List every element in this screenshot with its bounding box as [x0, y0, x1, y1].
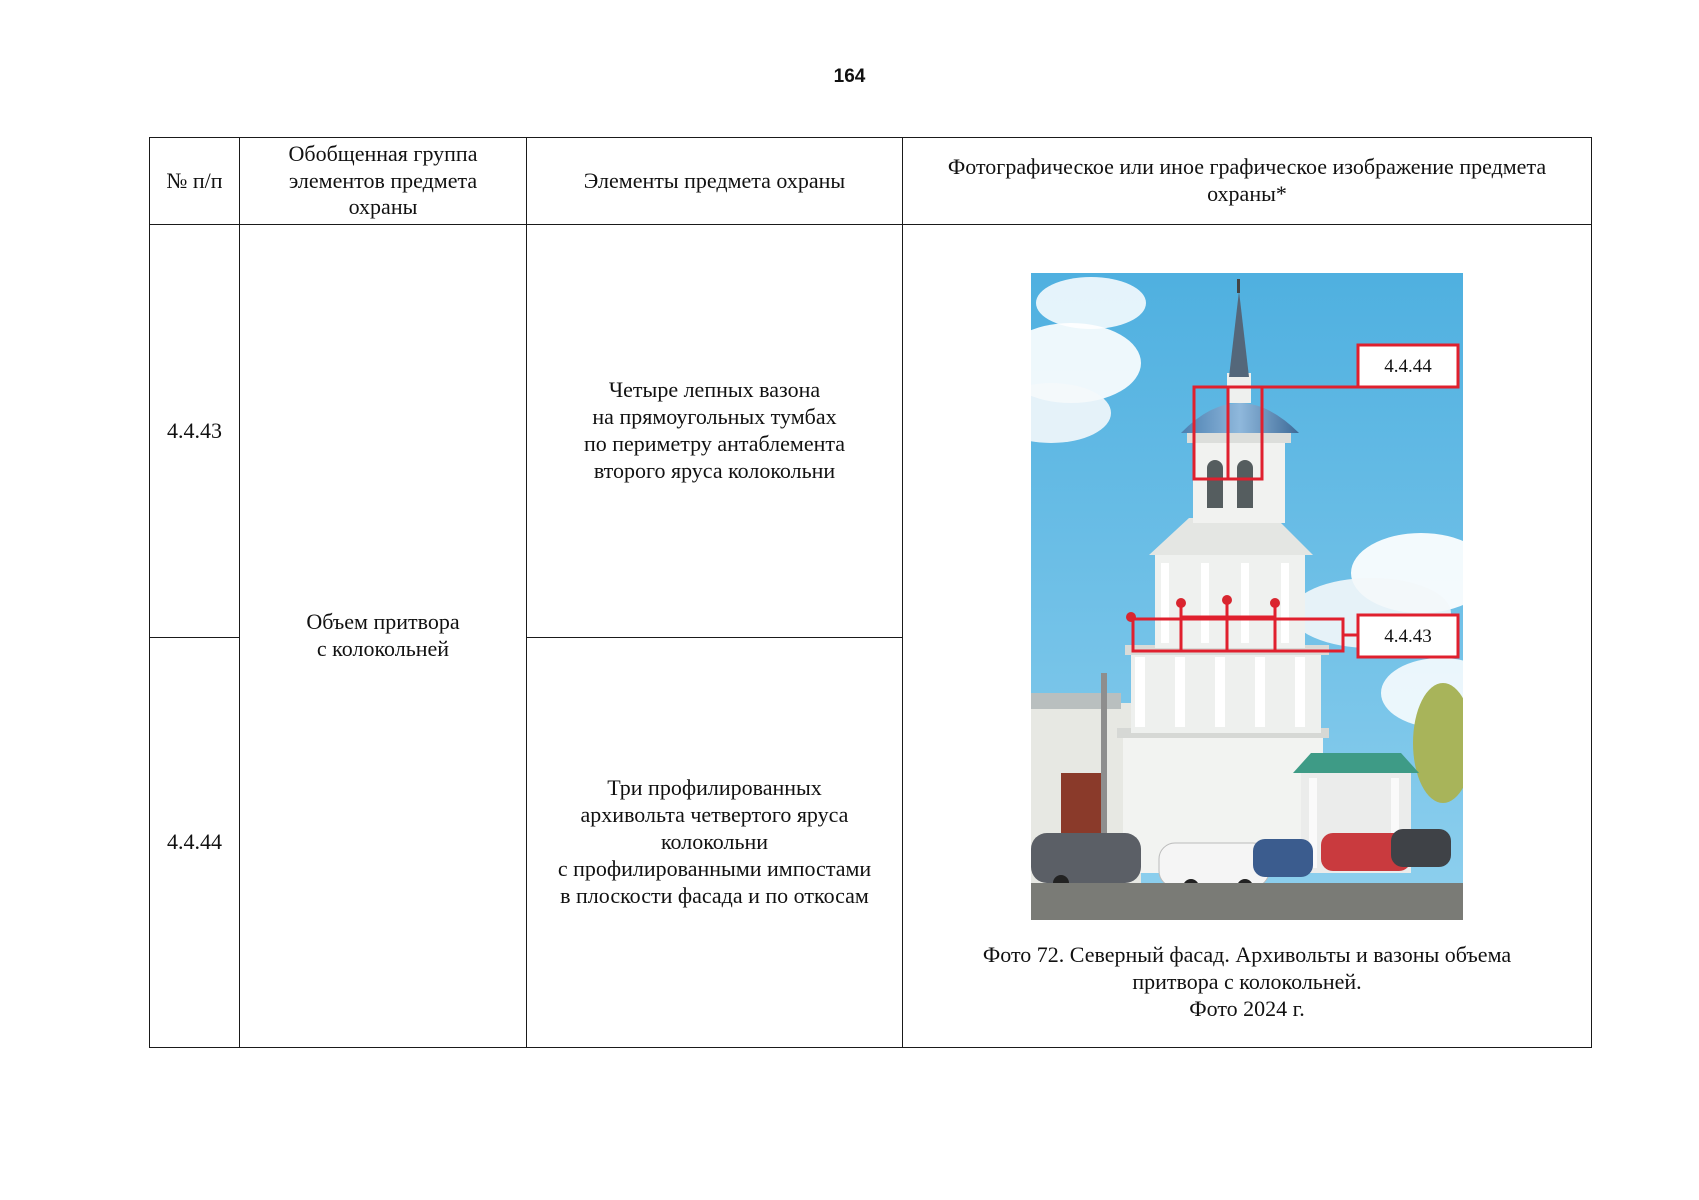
photo-cell — [903, 225, 1592, 1048]
element-cell: Четыре лепных вазона на прямоугольных тумбах по периметру антаблемента второго яруса колокольни — [527, 225, 903, 638]
row-number: 4.4.44 — [150, 638, 240, 1048]
table-header-row — [150, 138, 1592, 225]
bell-tower-photo — [1031, 273, 1463, 920]
callout-label-upper: 4.4.44 — [1384, 356, 1432, 377]
callout-label-lower: 4.4.43 — [1384, 626, 1432, 647]
page-number: 164 — [833, 66, 866, 87]
photo-illustration — [1031, 273, 1463, 920]
group-cell: Объем притвора с колокольней — [240, 225, 527, 1048]
protection-table — [149, 137, 1592, 1048]
header-number: № п/п — [150, 138, 240, 225]
row-number: 4.4.43 — [150, 225, 240, 638]
header-elements: Элементы предмета охраны — [527, 138, 903, 225]
header-image: Фотографическое или иное графическое изображение предмета охраны* — [903, 138, 1592, 225]
table-row — [150, 225, 1592, 638]
photo-caption: Фото 72. Северный фасад. Архивольты и вазоны объема притвора с колокольней. Фото 2024 г. — [982, 942, 1512, 1021]
element-cell: Три профилированных архивольта четвертого яруса колокольни с профилированными импостами в плоскости фасада и по откосам — [527, 638, 903, 1048]
header-group: Обобщенная группа элементов предмета охраны — [240, 138, 527, 225]
